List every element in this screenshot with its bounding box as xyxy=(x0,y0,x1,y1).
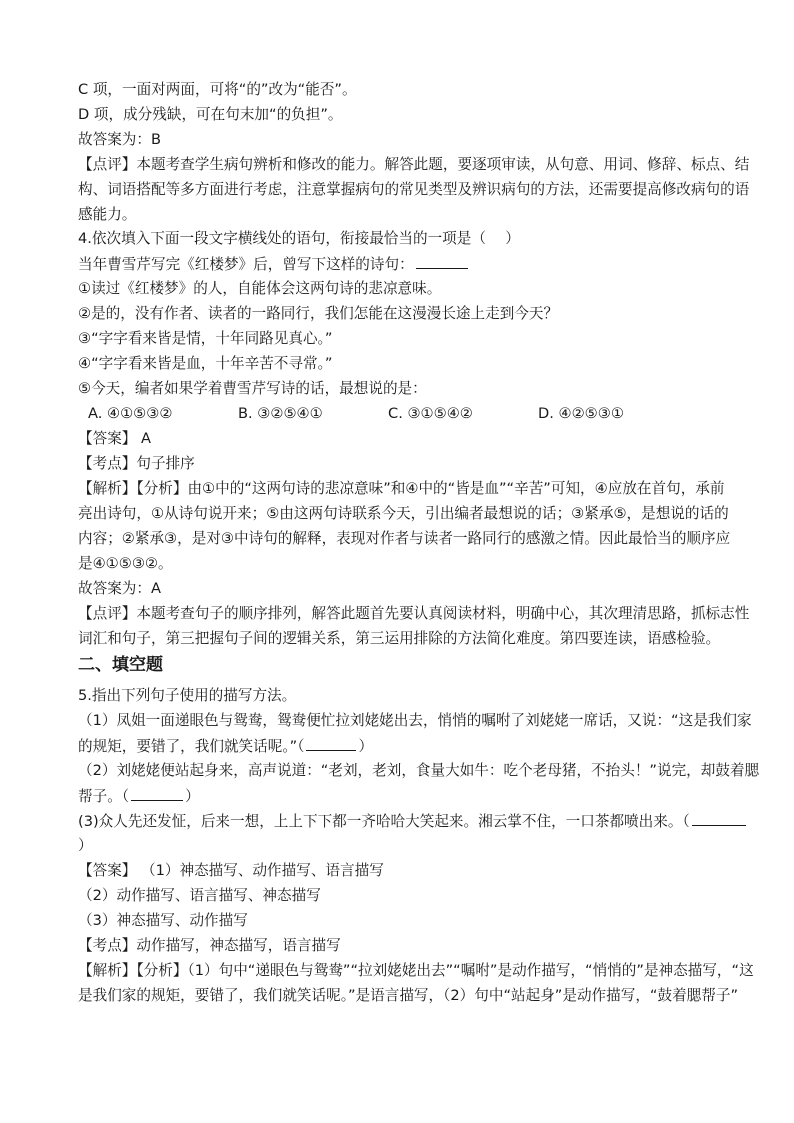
answer-blank xyxy=(692,811,746,826)
analysis-line: 是我们家的规矩，要错了，我们就笑话呢。”是语言描写，（2）句中“站起身”是动作描写，“鼓着腮帮子” xyxy=(78,987,739,1004)
item-text: ） xyxy=(185,788,200,805)
stem-text: 当年曹雪芹写完《红楼梦》后，曾写下这样的诗句： xyxy=(78,256,414,273)
choice-d: D. ④②⑤③① xyxy=(538,405,624,422)
question-5-item-3 xyxy=(78,811,748,832)
analysis-line: 内容；②紧承③，是对③中诗句的解释，表现对作者与读者一路同行的感激之情。因此最恰当的顺序应 xyxy=(78,530,731,547)
answer-line: 【答案】 （1）神态描写、动作描写、语言描写 xyxy=(78,862,384,879)
item-text: ） xyxy=(358,738,374,755)
question-5-item-3-cont: ） xyxy=(78,837,93,854)
item-text: 的规矩，要错了，我们就笑话呢。”（ xyxy=(78,738,305,755)
question-5-item-2-cont xyxy=(78,786,200,807)
choice-options-row xyxy=(88,404,624,424)
question-4-stem xyxy=(78,254,470,275)
option-sentence-5: ⑤今天，编者如果学着曹雪芹写诗的话，最想说的是： xyxy=(78,380,427,397)
answer-blank xyxy=(131,786,183,801)
item-text: (3)众人先还发怔，后来一想，上上下下都一齐哈哈大笑起来。湘云掌不住，一口茶都喷出来。（ xyxy=(78,813,690,830)
comment-line: 【点评】本题考查学生病句辨析和修改的能力。解答此题，要逐项审读，从句意、用词、修辞、标点、结 xyxy=(78,156,750,173)
text-line: C 项，一面对两面，可将“的”改为“能否”。 xyxy=(78,81,357,98)
section-heading: 二、填空题 xyxy=(78,655,163,675)
option-sentence-4: ④“字字看来皆是血，十年辛苦不寻常。” xyxy=(78,355,333,372)
item-text: 帮子。（ xyxy=(78,788,130,805)
choice-c: C. ③①⑤④② xyxy=(388,405,473,422)
answer-blank xyxy=(306,736,356,751)
comment-line: 【点评】本题考查句子的顺序排列，解答此题首先要认真阅读材料，明确中心，其次理清思路，抓标志性 xyxy=(78,605,750,622)
topic-line: 【考点】动作描写，神态描写，语言描写 xyxy=(78,937,341,954)
question-5-item-2: （2）刘姥姥便站起身来，高声说道：“老刘，老刘，食量大如牛：吃个老母猪，不抬头！”说完，却鼓着腮 xyxy=(78,762,760,779)
analysis-line: 是④①⑤③②。 xyxy=(78,555,173,572)
analysis-line: 【解析】【分析】由①中的“这两句诗的悲凉意味”和④中的“皆是血”“辛苦”可知，④应放在首句，承前 xyxy=(78,480,725,497)
text-line: 故答案为：A xyxy=(78,580,161,597)
question-5-item-1-cont xyxy=(78,736,373,757)
choice-a: A. ④①⑤③② xyxy=(88,405,173,422)
question-4-title: 4.依次填入下面一段文字横线处的语句，衔接最恰当的一项是（ ） xyxy=(78,230,520,247)
option-sentence-1: ①读过《红楼梦》的人，自能体会这两句诗的悲凉意味。 xyxy=(78,280,442,297)
analysis-line: 亮出诗句，①从诗句说开来；⑤由这两句诗联系今天，引出编者最想说的话；③紧承⑤，是想说的话的 xyxy=(78,505,729,522)
text-line: 故答案为：B xyxy=(78,131,161,148)
answer-line: （2）动作描写、语言描写、神态描写 xyxy=(78,887,321,904)
analysis-line: 【解析】【分析】（1）句中“递眼色与鸳鸯”“拉刘姥姥出去”“嘱咐”是动作描写，“悄悄的”是神态描写，“这 xyxy=(78,962,754,979)
question-5-item-1: （1）凤姐一面递眼色与鸳鸯，鸳鸯便忙拉刘姥姥出去，悄悄的嘱咐了刘姥姥一席话，又说：“这是我们家 xyxy=(78,712,752,729)
comment-line: 感能力。 xyxy=(78,206,137,223)
comment-line: 构、词语搭配等多方面进行考虑，注意掌握病句的常见类型及辨识病句的方法，还需要提高修改病句的语 xyxy=(78,181,750,198)
text-line: D 项，成分残缺，可在句末加“的负担”。 xyxy=(78,106,343,123)
answer-line: 【答案】 A xyxy=(78,430,151,447)
answer-blank xyxy=(416,254,468,269)
topic-line: 【考点】句子排序 xyxy=(78,455,195,472)
option-sentence-3: ③“字字看来皆是情，十年同路见真心。” xyxy=(78,330,333,347)
comment-line: 词汇和句子，第三把握句子间的逻辑关系，第三运用排除的方法简化难度。第四要连读，语感检验。 xyxy=(78,630,721,647)
question-5-title: 5.指出下列句子使用的描写方法。 xyxy=(78,687,297,704)
option-sentence-2: ②是的，没有作者、读者的一路同行，我们怎能在这漫漫长途上走到今天？ xyxy=(78,305,559,322)
answer-line: （3）神态描写、动作描写 xyxy=(78,912,248,929)
choice-b: B. ③②⑤④① xyxy=(238,405,323,422)
